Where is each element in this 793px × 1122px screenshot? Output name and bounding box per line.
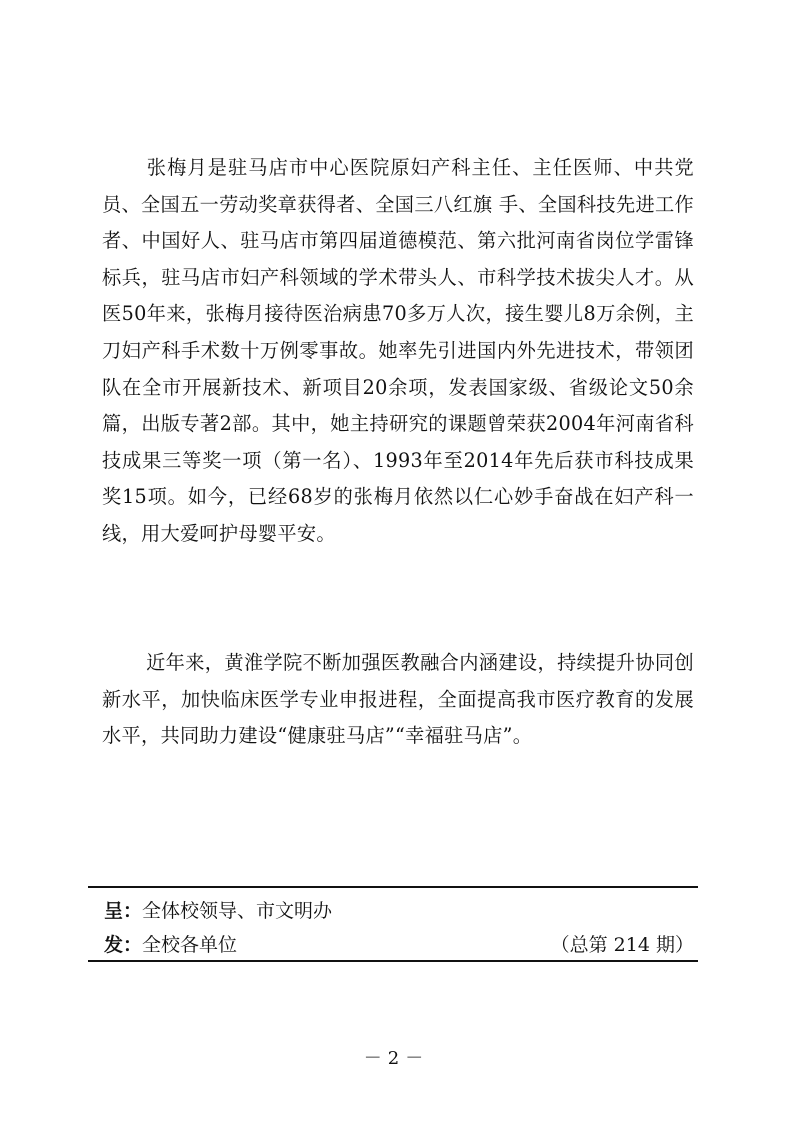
distribution-to-line — [104, 932, 694, 958]
page-number: －2－ — [363, 1048, 430, 1069]
distribution-top-rule — [88, 886, 698, 888]
to-group — [104, 932, 237, 958]
paragraph-2-text: 近年来，黄淮学院不断加强医教融合内涵建设，持续提升协同创新水平，加快临床医学专业申报进程，全面提高我市医疗教育的发展水平，共同助力建设“健康驻马店”“幸福驻马店”。 — [102, 651, 694, 748]
paragraph-1-text: 张梅月是驻马店市中心医院原妇产科主任、主任医师、中共党员、全国五一劳动奖章获得者、全国三八红旗 手、全国科技先进工作者、中国好人、驻马店市第四届道德模范、第六批河南省岗位学雷锋标兵，驻马店市妇产科领域的学术带头人、市科学技术拔尖人才。从医50年来，张梅月接待医治病患70多万人次，接生婴儿8万余例，主刀妇产科手术数十万例零事故。她率先引进国内外先进技术，带领团队在全市开展新技术、新项目20余项，发表国家级、省级论文50余篇，出版专著2部。其中，她主持研究的课题曾荣获2004年河南省科技成果三等奖一项（第一名）、1993年至2014年先后获市科技成果奖15项。如今，已经68岁的张梅月依然以仁心妙手奋战在妇产科一线，用大爱呵护母婴平安。 — [102, 156, 694, 545]
issue-number: （总第 214 期） — [550, 934, 694, 956]
cc-value: 全体校领导、市文明办 — [142, 900, 333, 922]
distribution-bottom-rule — [88, 960, 698, 962]
to-value: 全校各单位 — [142, 934, 238, 956]
to-label: 发： — [104, 934, 143, 956]
distribution-cc-line — [104, 898, 694, 924]
cc-label: 呈： — [104, 900, 143, 922]
body-paragraph-1 — [102, 150, 694, 553]
body-paragraph-2 — [102, 645, 694, 755]
cc-group — [104, 898, 332, 924]
